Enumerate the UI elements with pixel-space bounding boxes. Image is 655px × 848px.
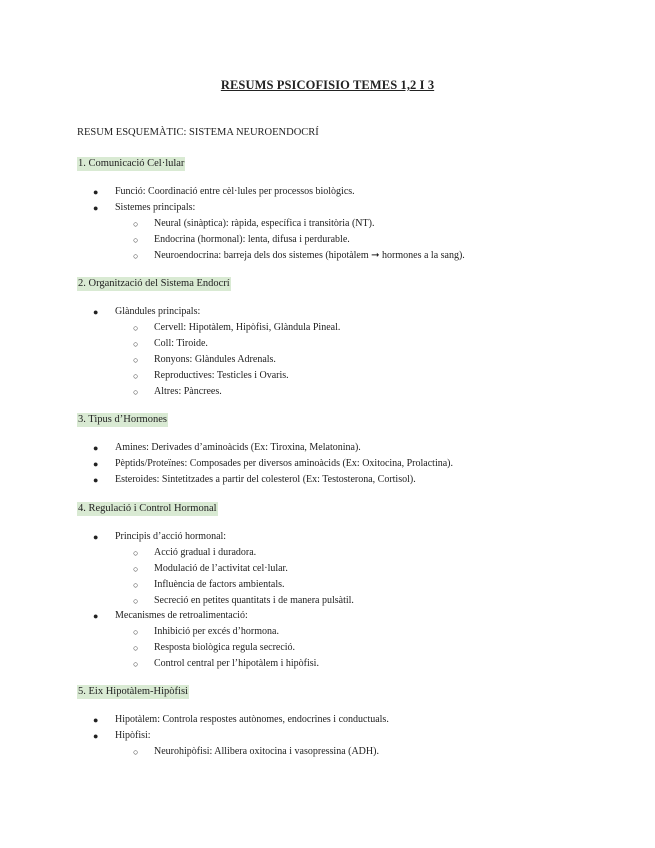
list-item: Funció: Coordinació entre cèl·lules per processos biològics.	[115, 186, 355, 197]
sub-bullet-icon: ○	[133, 339, 139, 349]
sub-list-item: Ronyons: Glàndules Adrenals.	[154, 354, 276, 365]
section-heading: 1. Comunicació Cel·lular	[78, 158, 185, 169]
sub-bullet-icon: ○	[133, 251, 139, 261]
sub-bullet-icon: ○	[133, 627, 139, 637]
sub-bullet-icon: ○	[133, 548, 139, 558]
bullet-icon: ●	[93, 731, 99, 741]
section-heading: 4. Regulació i Control Hormonal	[78, 503, 217, 514]
sub-bullet-icon: ○	[133, 564, 139, 574]
bullet-icon: ●	[93, 203, 99, 213]
list-item: Pèptids/Proteïnes: Composades per diversos aminoàcids (Ex: Oxitocina, Prolactina).	[115, 458, 453, 469]
list-item: Hipotàlem: Controla respostes autònomes, endocrines i conductuals.	[115, 714, 389, 725]
list-item: Principis d’acció hormonal:	[115, 531, 227, 542]
sub-bullet-icon: ○	[133, 659, 139, 669]
bullet-icon: ●	[93, 475, 99, 485]
sub-bullet-icon: ○	[133, 596, 139, 606]
section-heading: 3. Tipus d’Hormones	[78, 414, 167, 425]
sub-list-item: Neuroendocrina: barreja dels dos sistemes (hipotàlem ➞ hormones a la sang).	[154, 250, 465, 261]
sub-bullet-icon: ○	[133, 387, 139, 397]
list-item: Esteroides: Sintetitzades a partir del colesterol (Ex: Testosterona, Cortisol).	[115, 474, 416, 485]
sub-list-item: Acció gradual i duradora.	[154, 547, 257, 558]
sub-list-item: Neural (sinàptica): ràpida, específica i transitòria (NT).	[154, 218, 375, 229]
bullet-icon: ●	[93, 611, 99, 621]
sub-list-item: Control central per l’hipotàlem i hipòfisi.	[154, 658, 319, 669]
sub-bullet-icon: ○	[133, 355, 139, 365]
document-title: RESUMS PSICOFISIO TEMES 1,2 I 3	[220, 78, 435, 92]
sub-bullet-icon: ○	[133, 235, 139, 245]
bullet-icon: ●	[93, 443, 99, 453]
sub-list-item: Secreció en petites quantitats i de manera pulsàtil.	[154, 595, 354, 606]
sub-list-item: Neurohipòfisi: Allibera oxitocina i vasopressina (ADH).	[154, 746, 379, 757]
sub-list-item: Inhibició per excés d’hormona.	[154, 626, 279, 637]
sub-list-item: Endocrina (hormonal): lenta, difusa i perdurable.	[154, 234, 350, 245]
list-item: Mecanismes de retroalimentació:	[115, 610, 248, 621]
sub-list-item: Reproductives: Testicles i Ovaris.	[154, 370, 289, 381]
bullet-icon: ●	[93, 307, 99, 317]
document-subtitle: RESUM ESQUEMÀTIC: SISTEMA NEUROENDOCRÍ	[77, 127, 319, 138]
sub-bullet-icon: ○	[133, 580, 139, 590]
sub-list-item: Influència de factors ambientals.	[154, 579, 285, 590]
sub-bullet-icon: ○	[133, 371, 139, 381]
section-heading: 2. Organització del Sistema Endocrí	[78, 278, 230, 289]
bullet-icon: ●	[93, 715, 99, 725]
sub-list-item: Cervell: Hipotàlem, Hipòfisi, Glàndula Pineal.	[154, 322, 341, 333]
sub-bullet-icon: ○	[133, 747, 139, 757]
bullet-icon: ●	[93, 459, 99, 469]
list-item: Amines: Derivades d’aminoàcids (Ex: Tiroxina, Melatonina).	[115, 442, 361, 453]
bullet-icon: ●	[93, 532, 99, 542]
section-heading: 5. Eix Hipotàlem-Hipòfisi	[78, 686, 188, 697]
sub-list-item: Altres: Pàncrees.	[154, 386, 222, 397]
sub-bullet-icon: ○	[133, 323, 139, 333]
sub-bullet-icon: ○	[133, 219, 139, 229]
sub-list-item: Resposta biològica regula secreció.	[154, 642, 296, 653]
sub-list-item: Coll: Tiroide.	[154, 338, 208, 349]
list-item: Hipòfisi:	[115, 730, 151, 741]
bullet-icon: ●	[93, 187, 99, 197]
sub-list-item: Modulació de l’activitat cel·lular.	[154, 563, 288, 574]
list-item: Sistemes principals:	[115, 202, 196, 213]
list-item: Glàndules principals:	[115, 306, 201, 317]
sub-bullet-icon: ○	[133, 643, 139, 653]
